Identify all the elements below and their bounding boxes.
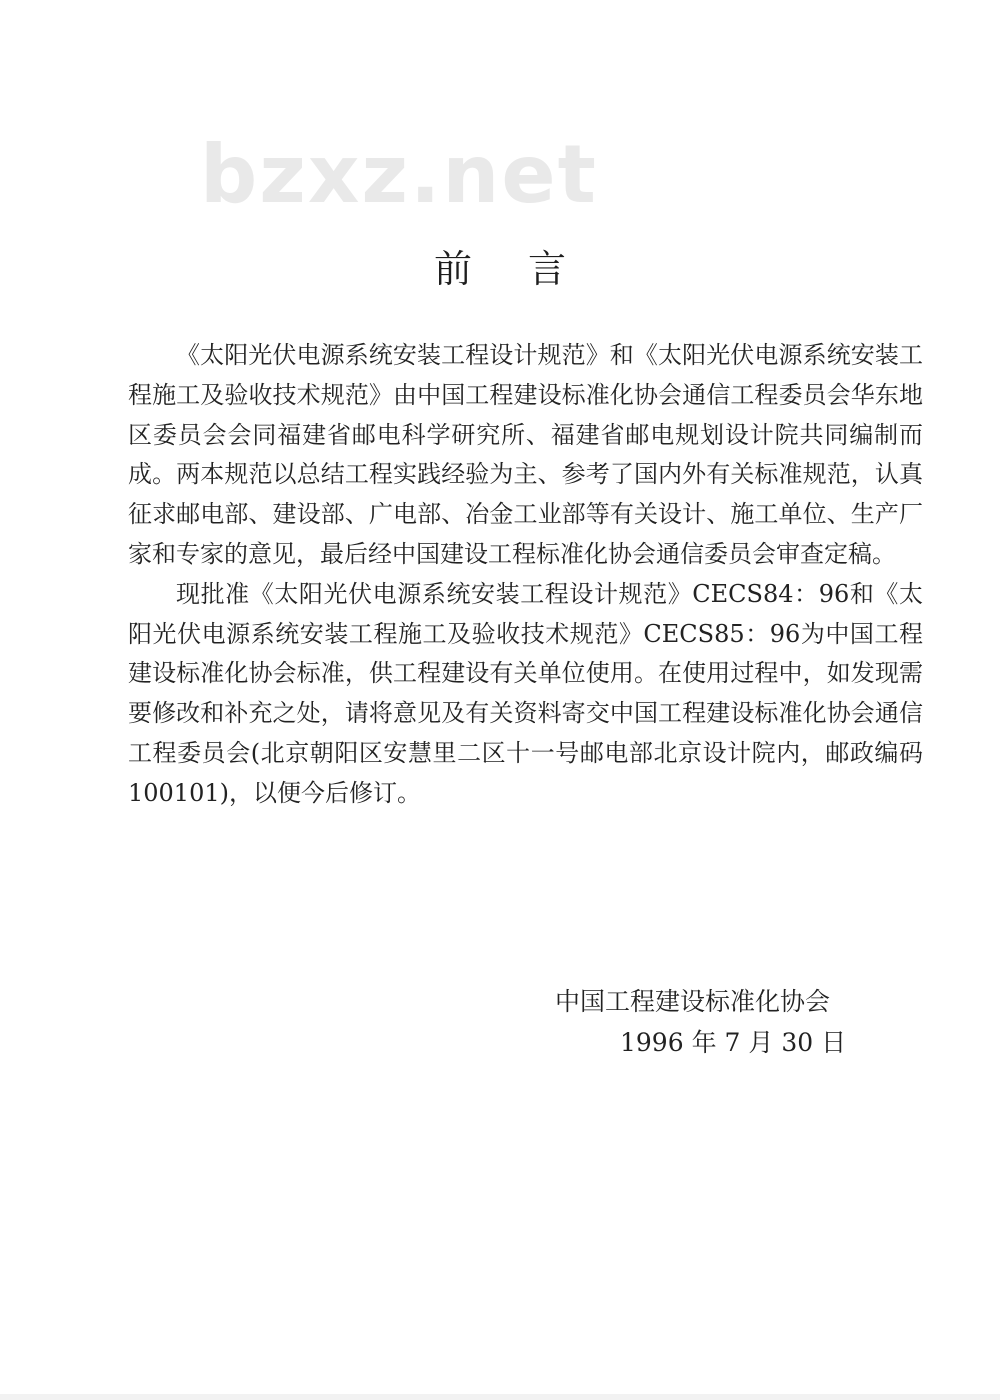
preface-paragraph-1: 《太阳光伏电源系统安装工程设计规范》和《太阳光伏电源系统安装工程施工及验收技术规范》由中国工程建设标准化协会通信工程委员会华东地区委员会会同福建省邮电科学研究所、福建省邮电规划设计院共同编制而成。两本规范以总结工程实践经验为主、参考了国内外有关标准规范，认真征求邮电部、建设部、广电部、冶金工业部等有关设计、施工单位、生产厂家和专家的意见，最后经中国建设工程标准化协会通信委员会审查定稿。 bbox=[128, 341, 923, 568]
watermark: bzxz.net bbox=[200, 128, 598, 221]
page-title: 前言 bbox=[433, 247, 622, 291]
page-bottom-edge bbox=[0, 1394, 1000, 1400]
signature-organization: 中国工程建设标准化协会 bbox=[555, 987, 831, 1016]
signature-date: 1996 年 7 月 30 日 bbox=[620, 1028, 847, 1057]
preface-paragraph-2: 现批准《太阳光伏电源系统安装工程设计规范》CECS84：96和《太阳光伏电源系统安装工程施工及验收技术规范》CECS85：96为中国工程建设标准化协会标准，供工程建设有关单位使用。在使用过程中，如发现需要修改和补充之处，请将意见及有关资料寄交中国工程建设标准化协会通信工程委员会(北京朝阳区安慧里二区十一号邮电部北京设计院内，邮政编码 100101)，以便今后修订。 bbox=[128, 579, 923, 807]
preface-body bbox=[128, 336, 923, 814]
